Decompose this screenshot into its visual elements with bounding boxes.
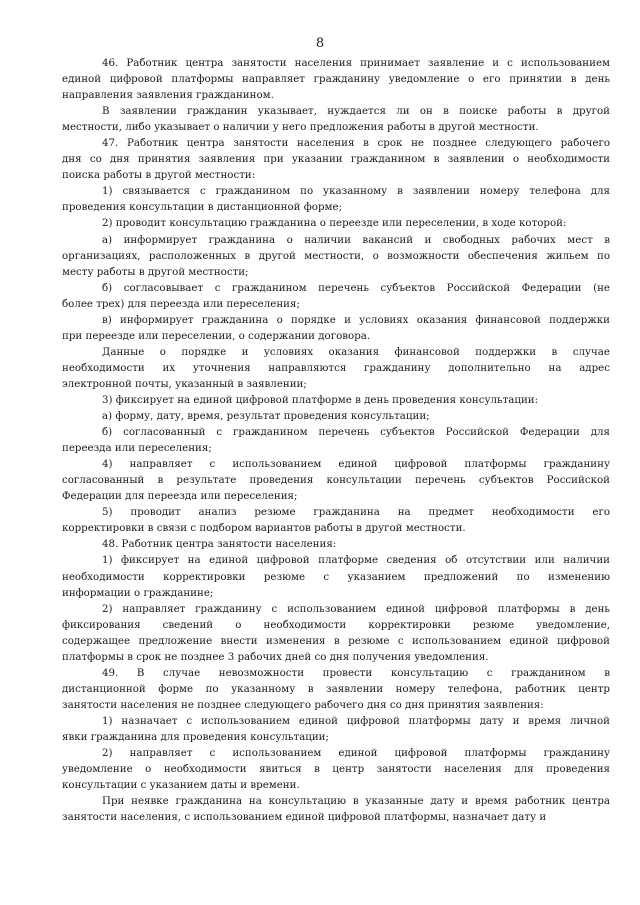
paragraph-line: дня со дня принятия заявления при указании гражданином в заявлении о необходимости	[62, 153, 610, 166]
paragraph-line: уведомление о необходимости явиться в центр занятости населения для проведения	[62, 763, 610, 776]
paragraph	[62, 745, 610, 793]
paragraph	[62, 392, 610, 408]
paragraph-line: более трех) для переезда или переселения;	[62, 297, 300, 310]
paragraph-line: 48. Работник центра занятости населения:	[102, 538, 337, 551]
paragraph-line: месту работы в другой местности;	[62, 265, 249, 278]
paragraph	[62, 456, 610, 504]
paragraph	[62, 215, 610, 231]
paragraph-line: дистанционной форме по указанному в заявлении номеру телефона, работник центр	[62, 682, 610, 695]
paragraph	[62, 183, 610, 215]
paragraph-line: а) форму, дату, время, результат проведения консультации;	[102, 410, 430, 423]
paragraph-line: корректировки в связи с подбором вариантов работы в другой местности.	[62, 522, 466, 535]
paragraph-line: 5) проводит анализ резюме гражданина на предмет необходимости его	[102, 506, 610, 519]
paragraph	[62, 344, 610, 392]
paragraph	[62, 536, 610, 552]
paragraph-line: 47. Работник центра занятости населения в срок не позднее следующего рабочего	[102, 137, 610, 150]
paragraph-line: в) информирует гражданина о порядке и условиях оказания финансовой поддержки	[102, 313, 610, 326]
paragraph	[62, 312, 610, 344]
paragraph-line: переезда или переселения;	[62, 442, 212, 455]
paragraph	[62, 232, 610, 280]
paragraph-line: 2) проводит консультацию гражданина о переезде или переселении, в ходе которой:	[102, 217, 567, 230]
paragraph-line: 1) связывается с гражданином по указанному в заявлении номеру телефона для	[102, 185, 610, 198]
paragraph-line: согласованный в результате проведения консультации перечень субъектов Российской	[62, 474, 610, 487]
paragraph-line: при переезде или переселении, о содержании договора.	[62, 329, 371, 342]
paragraph-line: информации о гражданине;	[62, 586, 214, 599]
paragraph-line: Федерации для переезда или переселения;	[62, 490, 298, 503]
paragraph-line: электронной почты, указанный в заявлении;	[62, 377, 307, 390]
paragraph-line: 4) направляет с использованием единой цифровой платформы гражданину	[102, 458, 610, 471]
paragraph-line: В заявлении гражданин указывает, нуждается ли он в поиске работы в другой	[102, 105, 610, 118]
paragraph-line: организациях, расположенных в другой местности, о возможности обеспечения жильем по	[62, 249, 610, 262]
paragraph-line: 1) назначает с использованием единой цифровой платформы дату и время личной	[102, 714, 610, 727]
paragraph-line: б) согласованный с гражданином перечень субъектов Российской Федерации для	[102, 426, 610, 439]
paragraph-line: 2) направляет с использованием единой цифровой платформы гражданину	[102, 747, 610, 760]
paragraph	[62, 280, 610, 312]
paragraph-line: необходимости их уточнения направляются гражданину дополнительно на адрес	[62, 361, 610, 374]
paragraph-line: б) согласовывает с гражданином перечень субъектов Российской Федерации (не	[102, 281, 610, 294]
paragraph	[62, 552, 610, 600]
paragraph-line: направления заявления гражданином.	[62, 89, 274, 102]
paragraph	[62, 793, 610, 825]
paragraph-line: местности, либо указывает о наличии у него предложения работы в другой местности.	[62, 121, 539, 134]
paragraph-line: явки гражданина для проведения консультации;	[62, 730, 329, 743]
paragraph-line: занятости населения, с использованием единой цифровой платформы, назначает дату и	[62, 811, 547, 824]
document-body	[62, 55, 610, 825]
paragraph-line: платформы в срок не позднее 3 рабочих дней со дня получения уведомления.	[62, 650, 489, 663]
paragraph-line: единой цифровой платформы направляет гражданину уведомление о его принятии в день	[62, 73, 610, 86]
paragraph-line: 1) фиксирует на единой цифровой платформе сведения об отсутствии или наличии	[102, 554, 610, 567]
paragraph-line: необходимости корректировки резюме с указанием предложений по изменению	[62, 570, 610, 583]
paragraph-line: проведения консультации в дистанционной форме;	[62, 201, 343, 214]
paragraph-line: 3) фиксирует на единой цифровой платформе в день проведения консультации:	[102, 393, 539, 406]
paragraph-line: 46. Работник центра занятости населения принимает заявление и с использованием	[102, 57, 610, 69]
paragraph-line: содержащее предложение внести изменения в резюме с использованием единой цифровой	[62, 634, 610, 647]
paragraph	[62, 55, 610, 103]
paragraph	[62, 713, 610, 745]
paragraph	[62, 103, 610, 135]
paragraph	[62, 408, 610, 424]
paragraph-line: Данные о порядке и условиях оказания финансовой поддержки в случае	[102, 345, 610, 358]
paragraph-line: 2) направляет гражданину с использованием единой цифровой платформы в день	[102, 602, 610, 615]
paragraph-line: поиска работы в другой местности:	[62, 169, 256, 182]
page-number: 8	[315, 36, 325, 51]
paragraph-line: 49. В случае невозможности провести консультацию с гражданином в	[102, 666, 610, 679]
paragraph	[62, 665, 610, 713]
paragraph-line: занятости населения не позднее следующего рабочего дня со дня принятия заявления:	[62, 698, 544, 711]
paragraph-line: консультации с указанием даты и времени.	[62, 779, 300, 792]
paragraph-line: фиксирования сведений о необходимости корректировки резюме уведомление,	[62, 618, 610, 631]
paragraph	[62, 135, 610, 183]
paragraph-line: а) информирует гражданина о наличии вакансий и свободных рабочих мест в	[102, 233, 610, 246]
paragraph	[62, 504, 610, 536]
paragraph	[62, 601, 610, 665]
paragraph	[62, 424, 610, 456]
paragraph-line: При неявке гражданина на консультацию в указанные дату и время работник центра	[102, 795, 610, 808]
